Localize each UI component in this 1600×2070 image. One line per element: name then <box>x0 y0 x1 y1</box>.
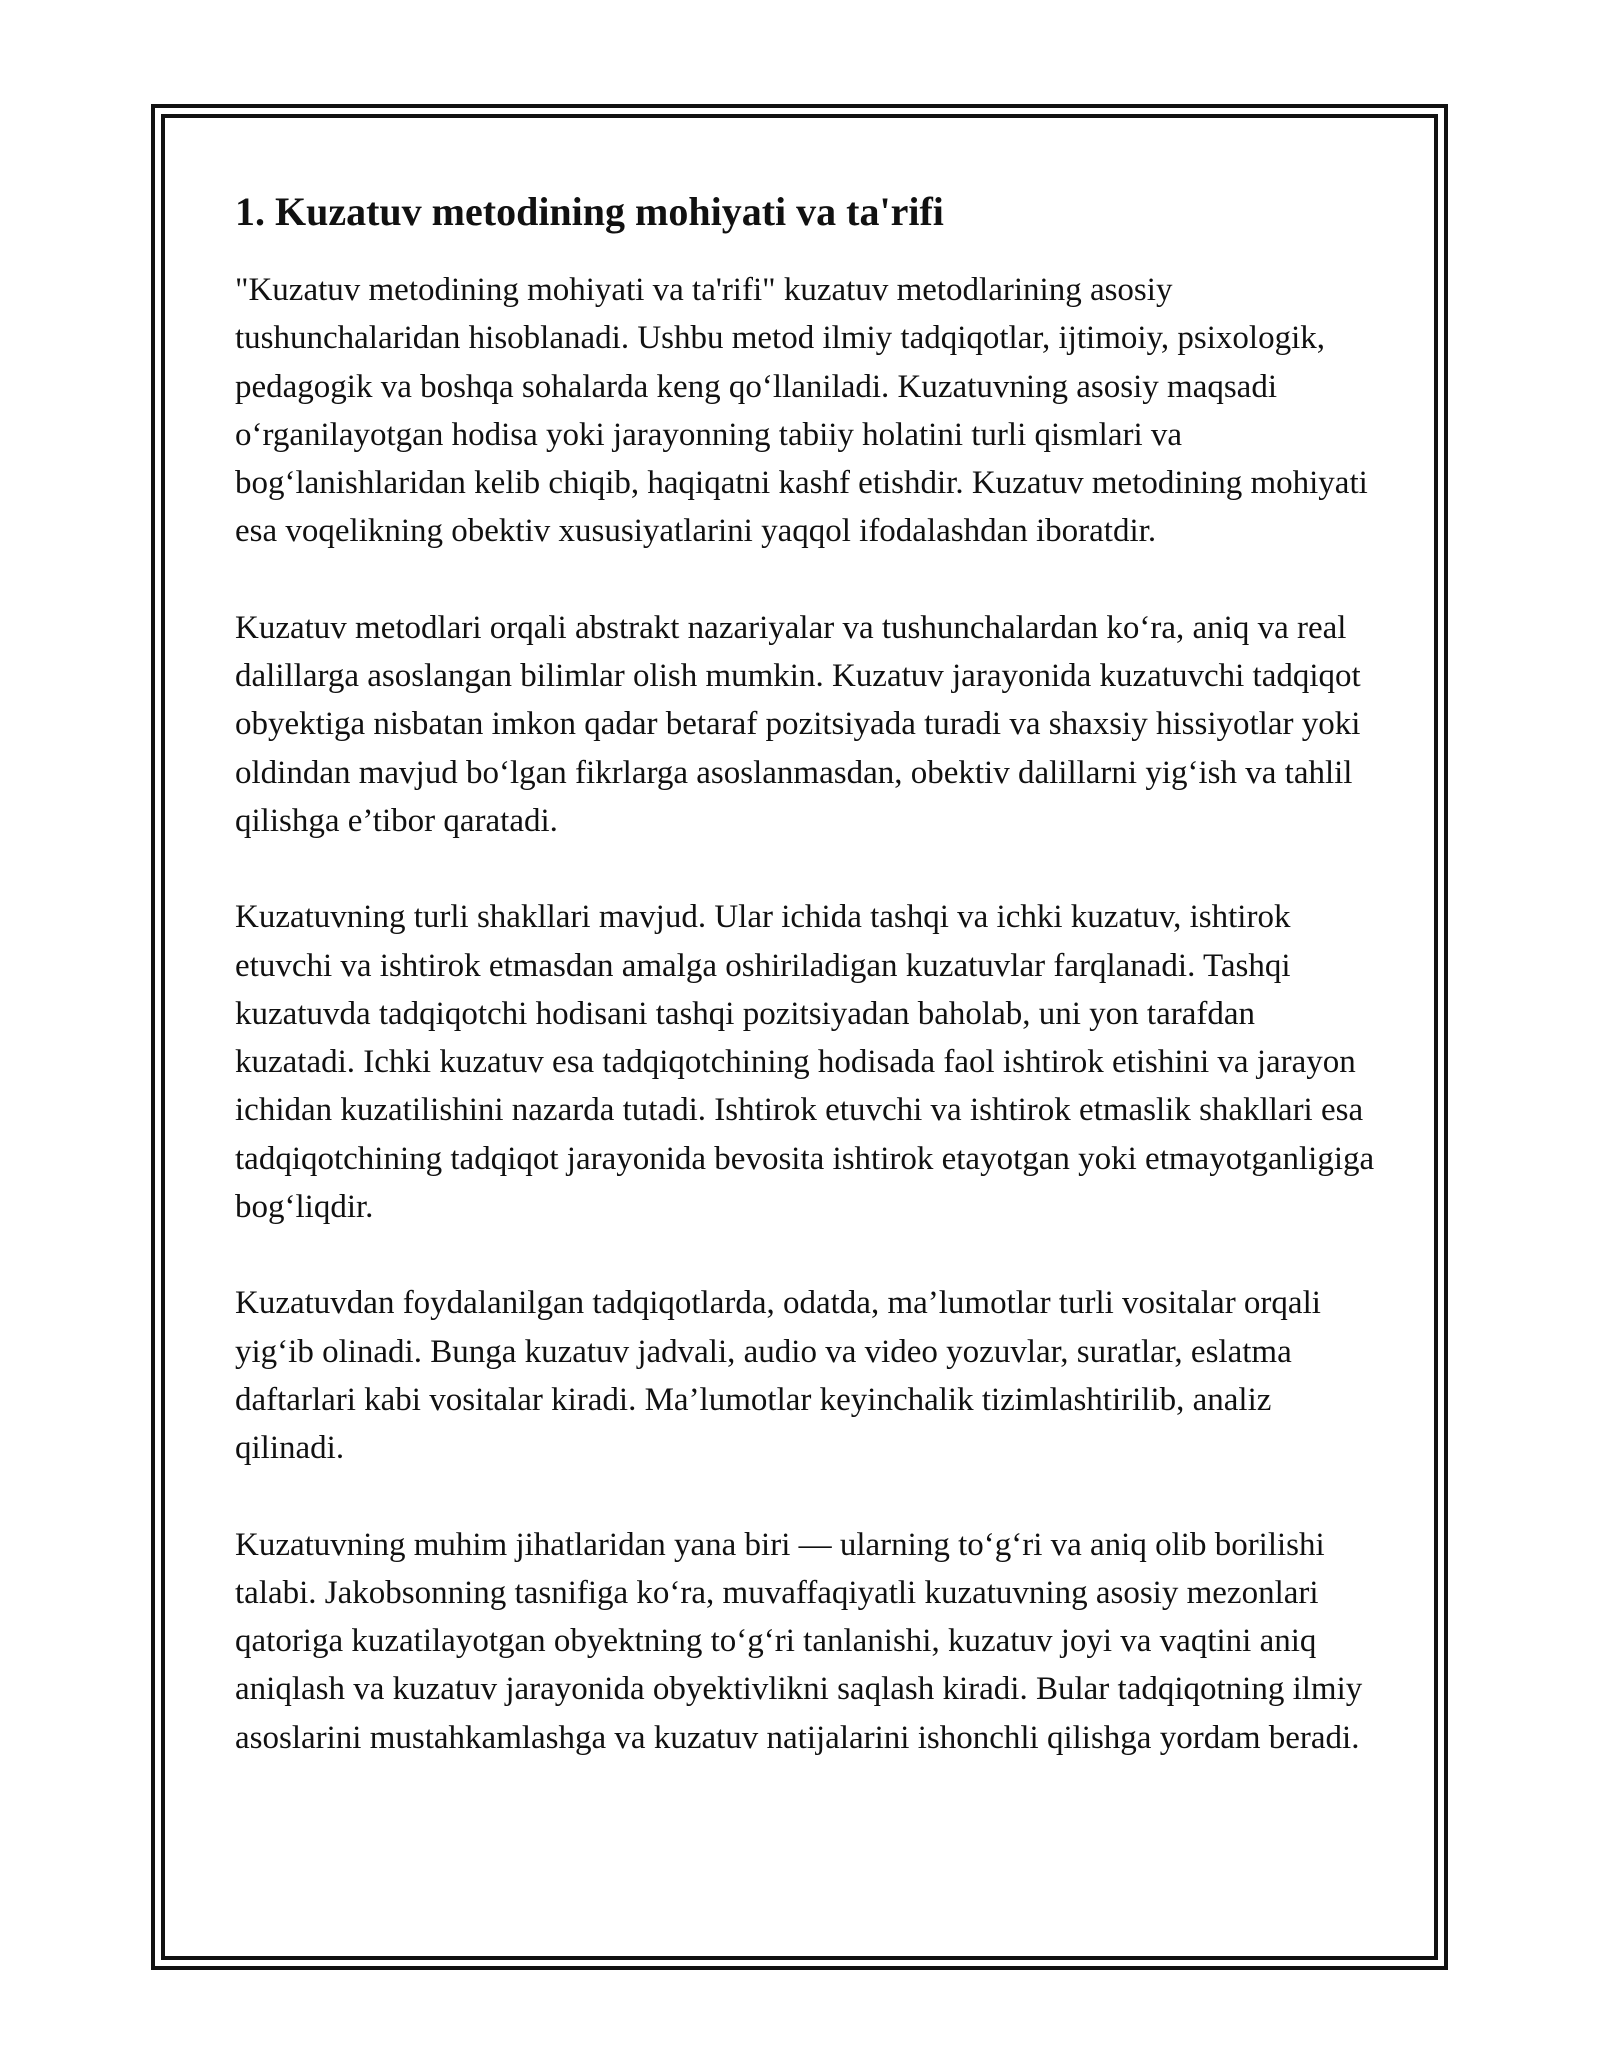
paragraph-5: Kuzatuvning muhim jihatlaridan yana biri — ularning to‘g‘ri va aniq olib borilishi talabi. Jakobsonning tasnifiga ko‘ra, muvaffaqiyatli kuzatuvning asosiy mezonlari qatoriga kuzatilayotgan obyektning to‘g‘ri tanlanishi, kuzatuv joyi va vaqtini aniq aniqlash va kuzatuv jarayonida obyektivlikni saqlash kiradi. Bular tadqiqotning ilmiy asoslarini mustahkamlashga va kuzatuv natijalarini ishonchli qilishga yordam beradi. <box>235 1526 1363 1756</box>
paragraph-1: "Kuzatuv metodining mohiyati va ta'rifi" kuzatuv metodlarining asosiy tushunchalaridan hisoblanadi. Ushbu metod ilmiy tadqiqotlar, ijtimoiy, psixologik, pedagogik va boshqa sohalarda keng qo‘llaniladi. Kuzatuvning asosiy maqsadi o‘rganilayotgan hodisa yoki jarayonning tabiiy holatini turli qismlari va bog‘lanishlaridan kelib chiqib, haqiqatni kashf etishdir. Kuzatuv metodining mohiyati esa voqelikning obektiv xususiyatlarini yaqqol ifodalashdan iboratdir. <box>235 272 1368 550</box>
paragraph-2: Kuzatuv metodlari orqali abstrakt nazariyalar va tushunchalardan ko‘ra, aniq va real dalillarga asoslangan bilimlar olish mumkin. Kuzatuv jarayonida kuzatuvchi tadqiqot obyektiga nisbatan imkon qadar betaraf pozitsiyada turadi va shaxsiy hissiyotlar yoki oldindan mavjud bo‘lgan fikrlarga asoslanmasdan, obektiv dalillarni yig‘ish va tahlil qilishga e’tibor qaratadi. <box>235 609 1361 839</box>
paragraph-4: Kuzatuvdan foydalanilgan tadqiqotlarda, odatda, ma’lumotlar turli vositalar orqali yig‘ib olinadi. Bunga kuzatuv jadvali, audio va video yozuvlar, suratlar, eslatma daftarlari kabi vositalar kiradi. Ma’lumotlar keyinchalik tizimlashtirilib, analiz qilinadi. <box>235 1285 1321 1467</box>
document-body <box>235 186 1375 1810</box>
section-heading: 1. Kuzatuv metodining mohiyati va ta'rifi <box>235 189 944 234</box>
paragraph-3: Kuzatuvning turli shakllari mavjud. Ular ichida tashqi va ichki kuzatuv, ishtirok etuvchi va ishtirok etmasdan amalga oshiriladigan kuzatuvlar farqlanadi. Tashqi kuzatuvda tadqiqotchi hodisani tashqi pozitsiyadan baholab, uni yon tarafdan kuzatadi. Ichki kuzatuv esa tadqiqotchining hodisada faol ishtirok etishini va jarayon ichidan kuzatilishini nazarda tutadi. Ishtirok etuvchi va ishtirok etmaslik shakllari esa tadqiqotchining tadqiqot jarayonida bevosita ishtirok etayotgan yoki etmayotganligiga bog‘liqdir. <box>235 899 1375 1226</box>
